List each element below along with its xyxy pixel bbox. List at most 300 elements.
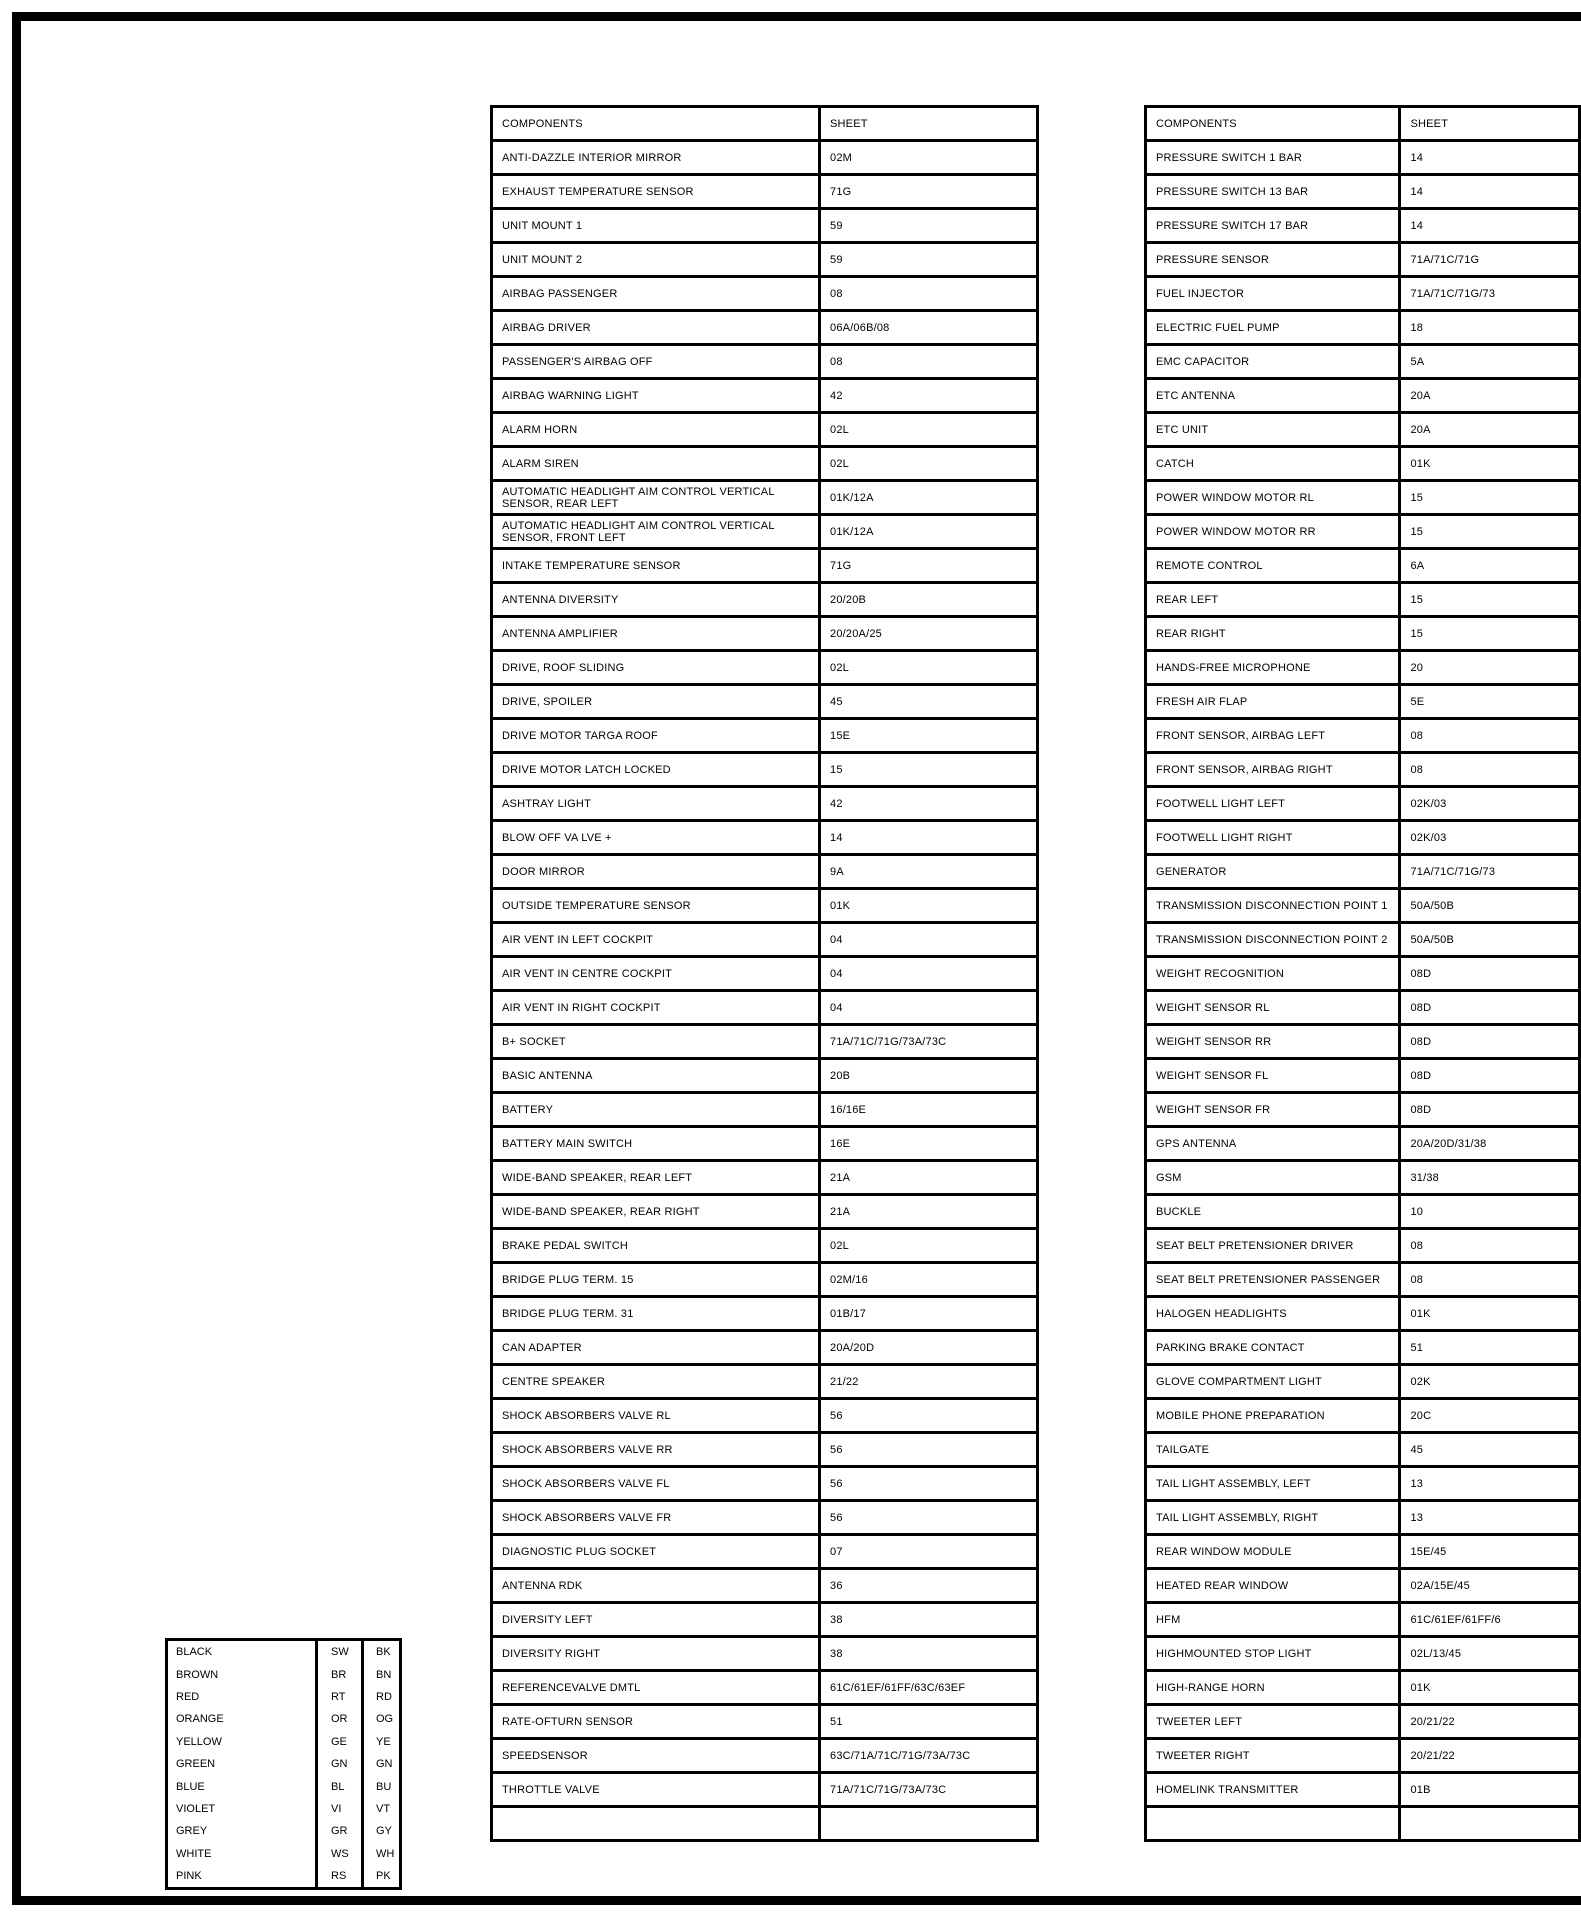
table-row	[492, 1739, 1038, 1773]
component-name-cell: AUTOMATIC HEADLIGHT AIM CONTROL VERTICAL SENSOR, FRONT LEFT	[492, 515, 820, 549]
sheet-number-cell: 20B	[820, 1059, 1038, 1093]
sheet-number-cell: 20/21/22	[1400, 1739, 1580, 1773]
sheet-number-cell: 02L/13/45	[1400, 1637, 1580, 1671]
table-row	[1146, 1297, 1580, 1331]
component-name-cell: ANTENNA DIVERSITY	[492, 583, 820, 617]
column-header-sheet: SHEET	[1400, 107, 1580, 141]
german-code: RT	[317, 1686, 363, 1708]
component-name-cell: DIVERSITY LEFT	[492, 1603, 820, 1637]
component-name-cell: INTAKE TEMPERATURE SENSOR	[492, 549, 820, 583]
component-name-cell: DRIVE MOTOR LATCH LOCKED	[492, 753, 820, 787]
table-row	[1146, 1331, 1580, 1365]
color-name: BLUE	[176, 1780, 205, 1793]
table-row	[492, 753, 1038, 787]
sheet-number-cell: 08D	[1400, 957, 1580, 991]
table-row	[492, 583, 1038, 617]
component-name-cell: B+ SOCKET	[492, 1025, 820, 1059]
table-row	[492, 855, 1038, 889]
legend-row	[167, 1640, 401, 1664]
sheet-number-cell: 01B/17	[820, 1297, 1038, 1331]
table-row	[1146, 617, 1580, 651]
table-row	[1146, 175, 1580, 209]
component-name-cell: BATTERY MAIN SWITCH	[492, 1127, 820, 1161]
sheet-number-cell: 20A/20D	[820, 1331, 1038, 1365]
english-code: GY	[376, 1825, 392, 1838]
component-name-cell: WEIGHT RECOGNITION	[1146, 957, 1400, 991]
legend-row	[167, 1798, 401, 1820]
component-name-cell: AIR VENT IN CENTRE COCKPIT	[492, 957, 820, 991]
component-name-cell: WEIGHT SENSOR RL	[1146, 991, 1400, 1025]
table-row	[1146, 1263, 1580, 1297]
component-name-cell: REFERENCEVALVE DMTL	[492, 1671, 820, 1705]
component-name-cell: PASSENGER'S AIRBAG OFF	[492, 345, 820, 379]
table-row	[1146, 1671, 1580, 1705]
component-name-cell: WEIGHT SENSOR FL	[1146, 1059, 1400, 1093]
english-code: GN	[376, 1758, 393, 1771]
component-name-cell: ALARM HORN	[492, 413, 820, 447]
table-row	[1146, 141, 1580, 175]
sheet-number-cell: 42	[820, 379, 1038, 413]
component-name-cell: WIDE-BAND SPEAKER, REAR RIGHT	[492, 1195, 820, 1229]
english-code: BN	[376, 1668, 392, 1681]
component-name-cell: HALOGEN HEADLIGHTS	[1146, 1297, 1400, 1331]
table-row	[492, 991, 1038, 1025]
component-name-cell: ANTENNA RDK	[492, 1569, 820, 1603]
table-row	[1146, 583, 1580, 617]
german-code: GE	[317, 1731, 363, 1753]
german-code: RS	[317, 1865, 363, 1889]
component-name-cell: ETC ANTENNA	[1146, 379, 1400, 413]
component-name-cell: GLOVE COMPARTMENT LIGHT	[1146, 1365, 1400, 1399]
table-row	[1146, 1501, 1580, 1535]
legend-row	[167, 1731, 401, 1753]
table-row	[492, 719, 1038, 753]
sheet-number-cell: 02L	[820, 651, 1038, 685]
component-name-cell: SHOCK ABSORBERS VALVE FL	[492, 1467, 820, 1501]
component-name-cell: TAIL LIGHT ASSEMBLY, LEFT	[1146, 1467, 1400, 1501]
sheet-number-cell: 08D	[1400, 1059, 1580, 1093]
table-row	[1146, 1433, 1580, 1467]
component-name-cell: FOOTWELL LIGHT LEFT	[1146, 787, 1400, 821]
component-name-cell: BLOW OFF VA LVE +	[492, 821, 820, 855]
component-name-cell: PARKING BRAKE CONTACT	[1146, 1331, 1400, 1365]
table-row	[492, 1195, 1038, 1229]
sheet-number-cell: 01K	[1400, 447, 1580, 481]
component-name-cell: DRIVE, ROOF SLIDING	[492, 651, 820, 685]
component-name-cell: ANTI-DAZZLE INTERIOR MIRROR	[492, 141, 820, 175]
sheet-number-cell: 08	[820, 345, 1038, 379]
component-name-cell: HANDS-FREE MICROPHONE	[1146, 651, 1400, 685]
sheet-number-cell: 71A/71C/71G/73	[1400, 855, 1580, 889]
sheet-number-cell: 04	[820, 991, 1038, 1025]
component-name-cell: GSM	[1146, 1161, 1400, 1195]
component-name-cell: RATE-OFTURN SENSOR	[492, 1705, 820, 1739]
sheet-number-cell: 15E/45	[1400, 1535, 1580, 1569]
table-row	[1146, 379, 1580, 413]
component-name-cell: EXHAUST TEMPERATURE SENSOR	[492, 175, 820, 209]
table-row	[492, 175, 1038, 209]
component-name-cell: DIAGNOSTIC PLUG SOCKET	[492, 1535, 820, 1569]
sheet-number-cell: 71G	[820, 175, 1038, 209]
german-code: VI	[317, 1798, 363, 1820]
component-name-cell: TWEETER RIGHT	[1146, 1739, 1400, 1773]
sheet-number-cell: 04	[820, 923, 1038, 957]
sheet-number-cell: 38	[820, 1637, 1038, 1671]
component-name-cell: PRESSURE SWITCH 13 BAR	[1146, 175, 1400, 209]
table-row	[492, 379, 1038, 413]
table-row	[1146, 1739, 1580, 1773]
sheet-number-cell: 06A/06B/08	[820, 311, 1038, 345]
component-name-cell: ASHTRAY LIGHT	[492, 787, 820, 821]
sheet-number-cell: 15	[1400, 617, 1580, 651]
german-code: GR	[317, 1820, 363, 1842]
table-row	[492, 1637, 1038, 1671]
component-name-cell: SEAT BELT PRETENSIONER DRIVER	[1146, 1229, 1400, 1263]
table-row	[492, 549, 1038, 583]
sheet-number-cell: 02A/15E/45	[1400, 1569, 1580, 1603]
table-row	[492, 1501, 1038, 1535]
component-name-cell: WEIGHT SENSOR FR	[1146, 1093, 1400, 1127]
table-row	[1146, 1059, 1580, 1093]
sheet-number-cell: 14	[820, 821, 1038, 855]
english-code: BK	[376, 1646, 391, 1659]
table-row	[492, 685, 1038, 719]
empty-cell	[1146, 1807, 1400, 1841]
english-code: WH	[376, 1847, 395, 1860]
table-row	[1146, 889, 1580, 923]
component-name-cell: FUEL INJECTOR	[1146, 277, 1400, 311]
table-row	[492, 1467, 1038, 1501]
english-code: OG	[376, 1713, 394, 1726]
english-code: BU	[376, 1780, 392, 1793]
sheet-number-cell: 01K	[1400, 1671, 1580, 1705]
sheet-number-cell: 61C/61EF/61FF/6	[1400, 1603, 1580, 1637]
sheet-number-cell: 08D	[1400, 1025, 1580, 1059]
table-row	[1146, 1773, 1580, 1807]
sheet-number-cell: 07	[820, 1535, 1038, 1569]
sheet-number-cell: 20/21/22	[1400, 1705, 1580, 1739]
table-row	[492, 787, 1038, 821]
table-row	[1146, 243, 1580, 277]
component-name-cell: DRIVE MOTOR TARGA ROOF	[492, 719, 820, 753]
component-name-cell: UNIT MOUNT 1	[492, 209, 820, 243]
english-code: YE	[376, 1735, 391, 1748]
component-name-cell: ELECTRIC FUEL PUMP	[1146, 311, 1400, 345]
table-header-row	[492, 107, 1038, 141]
component-name-cell: AIRBAG PASSENGER	[492, 277, 820, 311]
legend-row	[167, 1708, 401, 1730]
component-name-cell: HIGH-RANGE HORN	[1146, 1671, 1400, 1705]
components-table-left-body	[492, 107, 1038, 1841]
sheet-number-cell: 02L	[820, 1229, 1038, 1263]
legend-row	[167, 1820, 401, 1842]
table-row	[492, 1025, 1038, 1059]
component-name-cell: FRONT SENSOR, AIRBAG LEFT	[1146, 719, 1400, 753]
component-name-cell: BRAKE PEDAL SWITCH	[492, 1229, 820, 1263]
table-row	[1146, 447, 1580, 481]
sheet-number-cell: 02K/03	[1400, 787, 1580, 821]
sheet-number-cell: 56	[820, 1399, 1038, 1433]
sheet-number-cell: 21A	[820, 1161, 1038, 1195]
component-name-cell: TRANSMISSION DISCONNECTION POINT 1	[1146, 889, 1400, 923]
component-name-cell: BRIDGE PLUG TERM. 31	[492, 1297, 820, 1331]
legend-row	[167, 1686, 401, 1708]
color-name: WHITE	[176, 1847, 212, 1860]
sheet-number-cell: 15E	[820, 719, 1038, 753]
table-row	[492, 821, 1038, 855]
german-code: GN	[317, 1753, 363, 1775]
component-name-cell: PRESSURE SWITCH 1 BAR	[1146, 141, 1400, 175]
component-name-cell: REAR RIGHT	[1146, 617, 1400, 651]
components-table-right	[1144, 105, 1581, 1842]
sheet-number-cell: 42	[820, 787, 1038, 821]
sheet-number-cell: 36	[820, 1569, 1038, 1603]
table-row	[492, 209, 1038, 243]
sheet-number-cell: 01B	[1400, 1773, 1580, 1807]
sheet-number-cell: 20	[1400, 651, 1580, 685]
component-name-cell: TWEETER LEFT	[1146, 1705, 1400, 1739]
table-row	[1146, 991, 1580, 1025]
sheet-number-cell: 45	[1400, 1433, 1580, 1467]
component-name-cell: REAR WINDOW MODULE	[1146, 1535, 1400, 1569]
sheet-number-cell: 71A/71C/71G/73A/73C	[820, 1773, 1038, 1807]
sheet-number-cell: 08	[1400, 1229, 1580, 1263]
table-row	[492, 1569, 1038, 1603]
component-name-cell: DRIVE, SPOILER	[492, 685, 820, 719]
german-code: WS	[317, 1843, 363, 1865]
sheet-number-cell: 02M	[820, 141, 1038, 175]
components-table-left	[490, 105, 1039, 1842]
wire-color-legend	[165, 1638, 402, 1890]
sheet-number-cell: 56	[820, 1467, 1038, 1501]
component-name-cell: TRANSMISSION DISCONNECTION POINT 2	[1146, 923, 1400, 957]
component-name-cell: AIRBAG WARNING LIGHT	[492, 379, 820, 413]
sheet-number-cell: 9A	[820, 855, 1038, 889]
sheet-number-cell: 02K	[1400, 1365, 1580, 1399]
sheet-number-cell: 63C/71A/71C/71G/73A/73C	[820, 1739, 1038, 1773]
table-row	[492, 481, 1038, 515]
sheet-number-cell: 15	[1400, 515, 1580, 549]
blank-row	[1146, 1807, 1580, 1841]
table-row	[492, 1229, 1038, 1263]
component-name-cell: SEAT BELT PRETENSIONER PASSENGER	[1146, 1263, 1400, 1297]
component-name-cell: BASIC ANTENNA	[492, 1059, 820, 1093]
component-name-cell: SHOCK ABSORBERS VALVE RL	[492, 1399, 820, 1433]
sheet-number-cell: 18	[1400, 311, 1580, 345]
table-row	[1146, 719, 1580, 753]
table-row	[492, 1161, 1038, 1195]
table-row	[492, 1127, 1038, 1161]
color-name: VIOLET	[176, 1802, 216, 1815]
component-name-cell: OUTSIDE TEMPERATURE SENSOR	[492, 889, 820, 923]
english-code: PK	[376, 1870, 391, 1883]
sheet-number-cell: 14	[1400, 141, 1580, 175]
table-row	[492, 243, 1038, 277]
component-name-cell: AIR VENT IN LEFT COCKPIT	[492, 923, 820, 957]
table-row	[1146, 821, 1580, 855]
german-code: SW	[317, 1640, 363, 1664]
table-row	[1146, 651, 1580, 685]
table-row	[492, 1365, 1038, 1399]
blank-row	[492, 1807, 1038, 1841]
sheet-number-cell: 6A	[1400, 549, 1580, 583]
component-name-cell: TAIL LIGHT ASSEMBLY, RIGHT	[1146, 1501, 1400, 1535]
component-name-cell: SPEEDSENSOR	[492, 1739, 820, 1773]
sheet-number-cell: 01K	[1400, 1297, 1580, 1331]
component-name-cell: CAN ADAPTER	[492, 1331, 820, 1365]
table-row	[492, 1399, 1038, 1433]
table-row	[1146, 1195, 1580, 1229]
sheet-number-cell: 56	[820, 1433, 1038, 1467]
sheet-number-cell: 50A/50B	[1400, 923, 1580, 957]
sheet-number-cell: 71A/71C/71G/73	[1400, 277, 1580, 311]
table-row	[1146, 787, 1580, 821]
table-row	[492, 1433, 1038, 1467]
empty-cell	[820, 1807, 1038, 1841]
table-row	[1146, 1603, 1580, 1637]
sheet-number-cell: 71A/71C/71G	[1400, 243, 1580, 277]
component-name-cell: WEIGHT SENSOR RR	[1146, 1025, 1400, 1059]
sheet-number-cell: 13	[1400, 1467, 1580, 1501]
table-row	[492, 311, 1038, 345]
table-row	[1146, 753, 1580, 787]
table-row	[1146, 481, 1580, 515]
sheet-number-cell: 38	[820, 1603, 1038, 1637]
table-row	[492, 1297, 1038, 1331]
color-name: BLACK	[176, 1646, 213, 1659]
sheet-number-cell: 45	[820, 685, 1038, 719]
table-row	[1146, 345, 1580, 379]
english-code: VT	[376, 1802, 391, 1815]
component-name-cell: GPS ANTENNA	[1146, 1127, 1400, 1161]
table-row	[492, 889, 1038, 923]
sheet-number-cell: 71G	[820, 549, 1038, 583]
sheet-number-cell: 14	[1400, 209, 1580, 243]
component-name-cell: AUTOMATIC HEADLIGHT AIM CONTROL VERTICAL SENSOR, REAR LEFT	[492, 481, 820, 515]
component-name-cell: ALARM SIREN	[492, 447, 820, 481]
sheet-number-cell: 08	[1400, 753, 1580, 787]
german-code: BL	[317, 1775, 363, 1797]
component-name-cell: TAILGATE	[1146, 1433, 1400, 1467]
table-row	[492, 1773, 1038, 1807]
table-row	[1146, 1535, 1580, 1569]
color-name: GREY	[176, 1825, 208, 1838]
sheet-number-cell: 5A	[1400, 345, 1580, 379]
table-row	[492, 923, 1038, 957]
table-row	[492, 345, 1038, 379]
color-name: BROWN	[176, 1668, 219, 1681]
component-name-cell: CENTRE SPEAKER	[492, 1365, 820, 1399]
sheet-number-cell: 20/20A/25	[820, 617, 1038, 651]
table-row	[1146, 515, 1580, 549]
sheet-number-cell: 61C/61EF/61FF/63C/63EF	[820, 1671, 1038, 1705]
german-code: BR	[317, 1663, 363, 1685]
component-name-cell: POWER WINDOW MOTOR RR	[1146, 515, 1400, 549]
sheet-number-cell: 01K	[820, 889, 1038, 923]
table-row	[492, 1535, 1038, 1569]
sheet-number-cell: 16E	[820, 1127, 1038, 1161]
component-name-cell: SHOCK ABSORBERS VALVE RR	[492, 1433, 820, 1467]
column-header-components: COMPONENTS	[1146, 107, 1400, 141]
sheet-number-cell: 20A	[1400, 379, 1580, 413]
component-name-cell: BATTERY	[492, 1093, 820, 1127]
column-header-sheet: SHEET	[820, 107, 1038, 141]
sheet-number-cell: 08	[1400, 719, 1580, 753]
sheet-number-cell: 14	[1400, 175, 1580, 209]
table-row	[1146, 685, 1580, 719]
component-name-cell: HOMELINK TRANSMITTER	[1146, 1773, 1400, 1807]
component-name-cell: BUCKLE	[1146, 1195, 1400, 1229]
table-row	[1146, 311, 1580, 345]
table-row	[492, 1093, 1038, 1127]
component-name-cell: FRONT SENSOR, AIRBAG RIGHT	[1146, 753, 1400, 787]
table-row	[1146, 1025, 1580, 1059]
empty-cell	[492, 1807, 820, 1841]
legend-row	[167, 1843, 401, 1865]
sheet-number-cell: 02M/16	[820, 1263, 1038, 1297]
sheet-number-cell: 08	[820, 277, 1038, 311]
component-name-cell: HFM	[1146, 1603, 1400, 1637]
sheet-number-cell: 51	[820, 1705, 1038, 1739]
components-table-right-body	[1146, 107, 1580, 1841]
table-row	[492, 413, 1038, 447]
component-name-cell: HIGHMOUNTED STOP LIGHT	[1146, 1637, 1400, 1671]
component-name-cell: AIR VENT IN RIGHT COCKPIT	[492, 991, 820, 1025]
sheet-number-cell: 08	[1400, 1263, 1580, 1297]
table-header-row	[1146, 107, 1580, 141]
table-row	[1146, 549, 1580, 583]
sheet-number-cell: 20C	[1400, 1399, 1580, 1433]
component-name-cell: CATCH	[1146, 447, 1400, 481]
component-name-cell: PRESSURE SENSOR	[1146, 243, 1400, 277]
sheet-number-cell: 51	[1400, 1331, 1580, 1365]
table-row	[492, 617, 1038, 651]
component-name-cell: HEATED REAR WINDOW	[1146, 1569, 1400, 1603]
sheet-number-cell: 10	[1400, 1195, 1580, 1229]
component-name-cell: BRIDGE PLUG TERM. 15	[492, 1263, 820, 1297]
sheet-number-cell: 56	[820, 1501, 1038, 1535]
table-row	[1146, 209, 1580, 243]
component-name-cell: SHOCK ABSORBERS VALVE FR	[492, 1501, 820, 1535]
sheet-number-cell: 13	[1400, 1501, 1580, 1535]
empty-cell	[1400, 1807, 1580, 1841]
table-row	[492, 447, 1038, 481]
table-row	[492, 1603, 1038, 1637]
sheet-number-cell: 01K/12A	[820, 481, 1038, 515]
component-name-cell: DIVERSITY RIGHT	[492, 1637, 820, 1671]
component-name-cell: THROTTLE VALVE	[492, 1773, 820, 1807]
wire-color-legend-body	[167, 1640, 401, 1889]
table-row	[1146, 1569, 1580, 1603]
sheet-number-cell: 16/16E	[820, 1093, 1038, 1127]
table-row	[492, 1671, 1038, 1705]
sheet-number-cell: 15	[820, 753, 1038, 787]
component-name-cell: UNIT MOUNT 2	[492, 243, 820, 277]
sheet-number-cell: 08D	[1400, 991, 1580, 1025]
table-row	[1146, 1161, 1580, 1195]
sheet-number-cell: 71A/71C/71G/73A/73C	[820, 1025, 1038, 1059]
table-row	[1146, 413, 1580, 447]
color-name: GREEN	[176, 1758, 216, 1771]
legend-row	[167, 1775, 401, 1797]
table-row	[1146, 1637, 1580, 1671]
table-row	[1146, 1229, 1580, 1263]
sheet-number-cell: 15	[1400, 481, 1580, 515]
sheet-number-cell: 5E	[1400, 685, 1580, 719]
table-row	[492, 1263, 1038, 1297]
table-row	[492, 957, 1038, 991]
component-name-cell: ANTENNA AMPLIFIER	[492, 617, 820, 651]
